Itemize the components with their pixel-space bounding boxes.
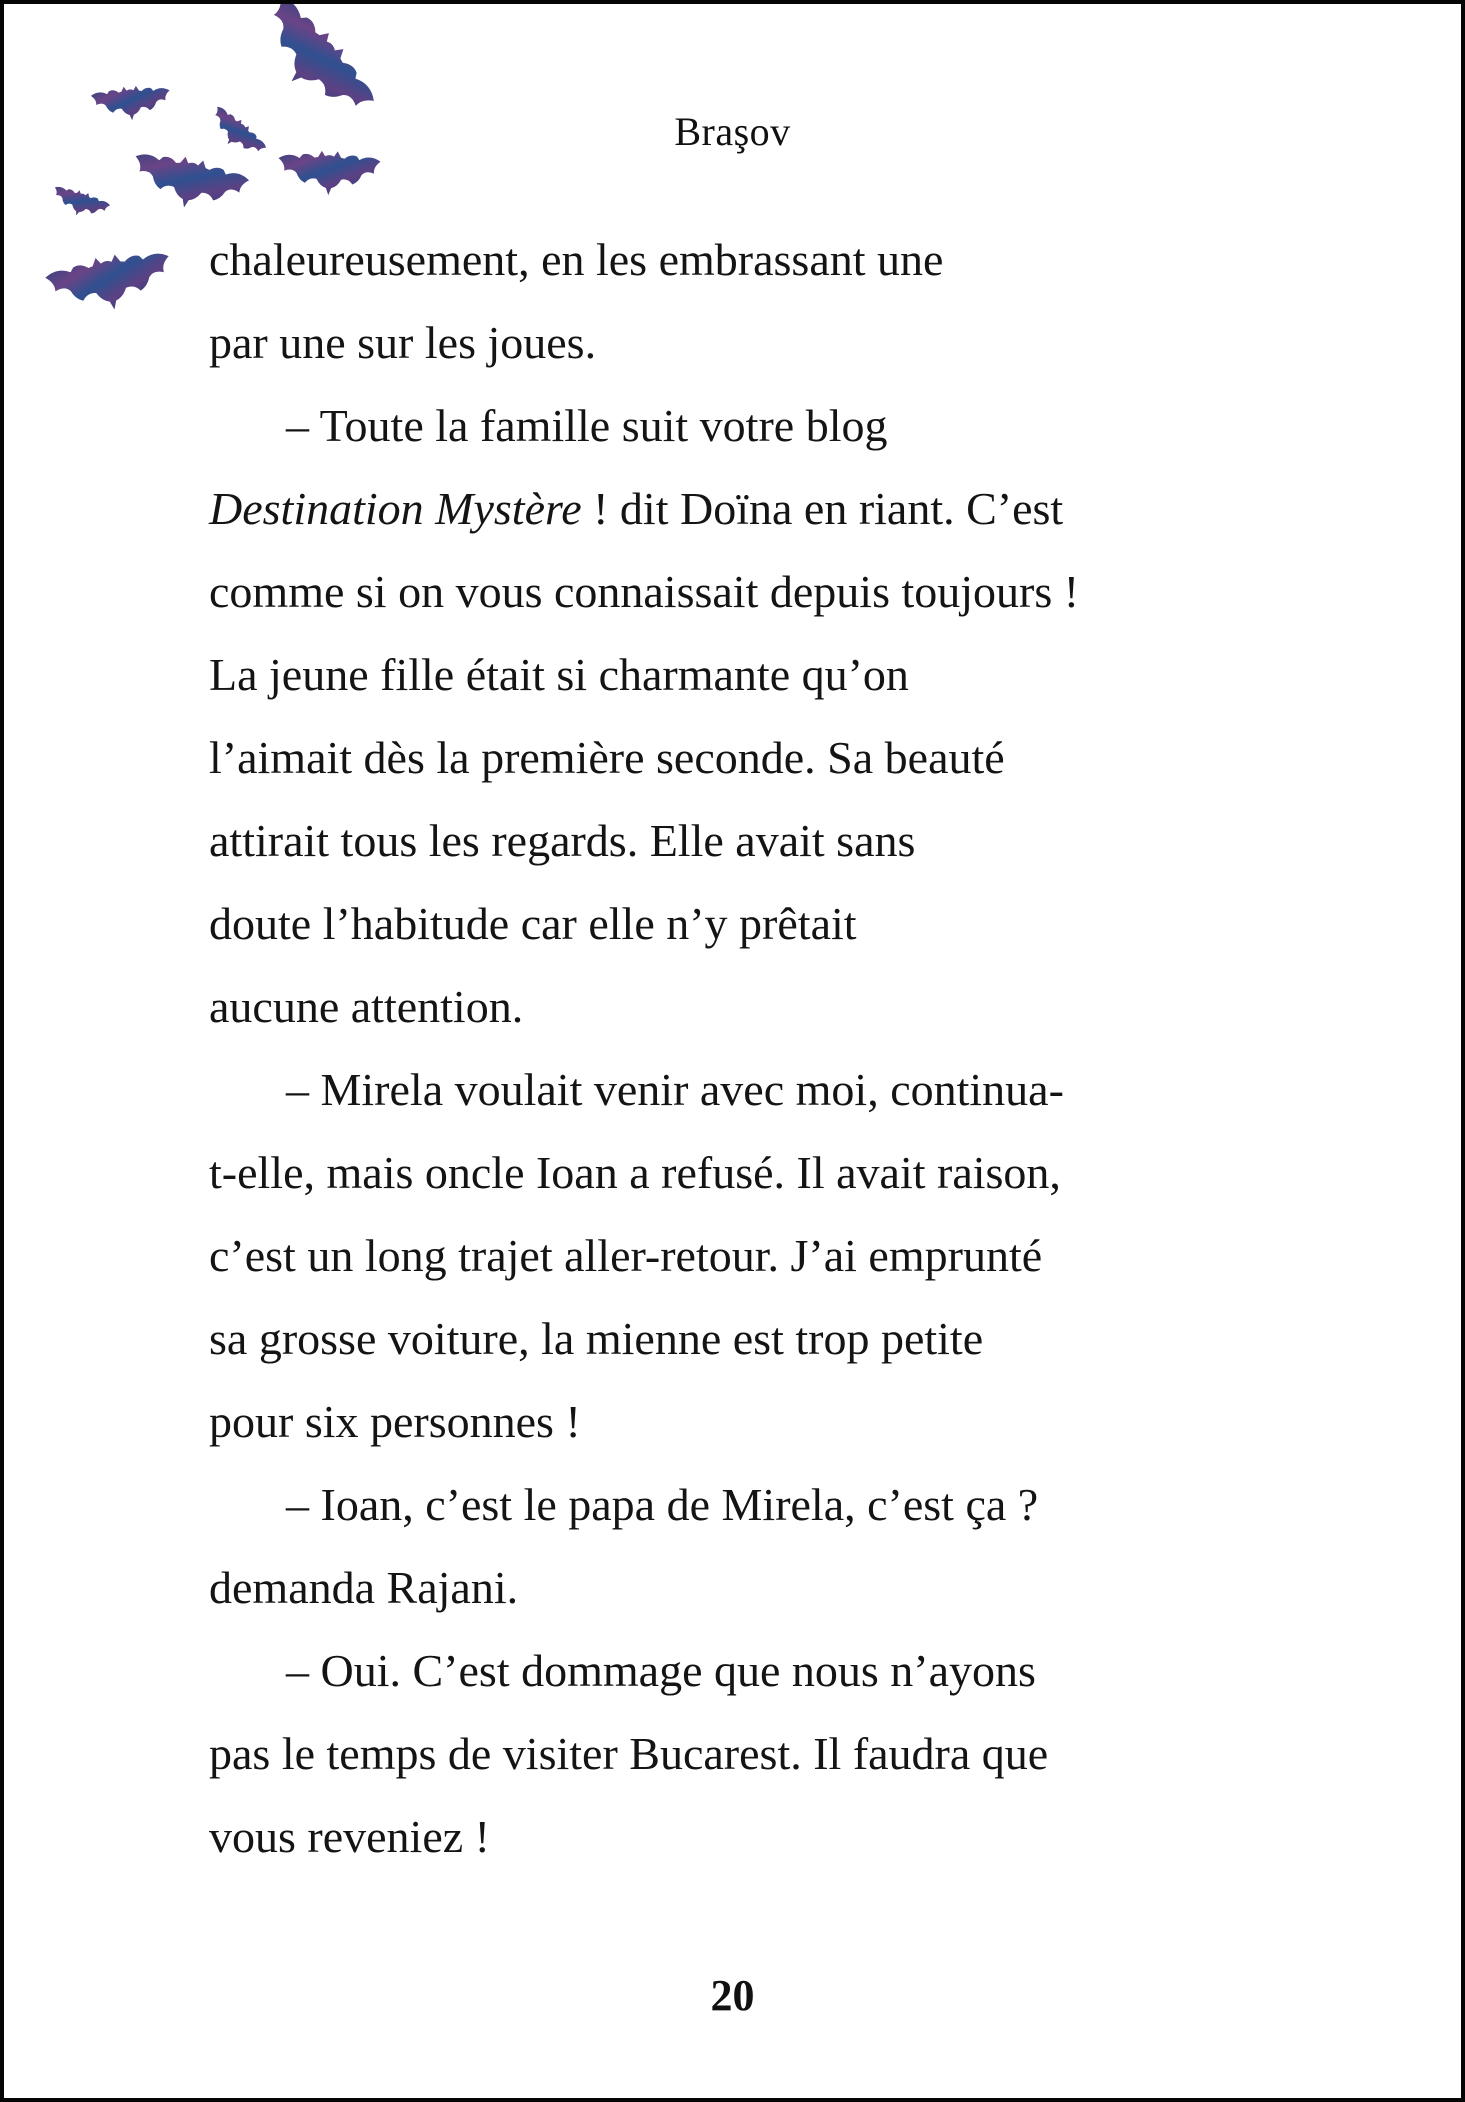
text-line: c’est un long trajet aller-retour. J’ai emprunté: [209, 1230, 1043, 1281]
text-line: comme si on vous connaissait depuis toujours !: [209, 566, 1080, 617]
text-line: pas le temps de visiter Bucarest. Il faudra que: [209, 1728, 1049, 1779]
text-line: doute l’habitude car elle n’y prêtait: [209, 898, 857, 949]
text-line: par une sur les joues.: [209, 317, 597, 368]
blog-title-italic: Destination Mystère: [209, 483, 582, 534]
text-line: sa grosse voiture, la mienne est trop petite: [209, 1313, 984, 1364]
bat-icon: [127, 147, 251, 220]
text-line: La jeune fille était si charmante qu’on: [209, 649, 909, 700]
text-line: vous reveniez !: [209, 1811, 490, 1862]
text-line: – Oui. C’est dommage que nous n’ayons: [286, 1645, 1036, 1696]
text-line: attirait tous les regards. Elle avait sans: [209, 815, 916, 866]
text-line: l’aimait dès la première seconde. Sa beauté: [209, 732, 1005, 783]
text-line: chaleureusement, en les embrassant une: [209, 234, 944, 285]
text-line: t-elle, mais oncle Ioan a refusé. Il avait raison,: [209, 1147, 1061, 1198]
chapter-header: Braşov: [674, 109, 791, 154]
text-line: pour six personnes !: [209, 1396, 581, 1447]
body-text: [209, 218, 1284, 1878]
bat-icon: [49, 183, 112, 225]
bat-icon: [277, 149, 381, 197]
page-number: 20: [710, 1971, 755, 2020]
text-line: aucune attention.: [209, 981, 524, 1032]
text-line-rest: ! dit Doïna en riant. C’est: [581, 483, 1064, 534]
text-line: – Ioan, c’est le papa de Mirela, c’est ça ?: [286, 1479, 1039, 1530]
bat-icon: [43, 245, 176, 320]
text-line: [209, 467, 1284, 550]
text-line: – Toute la famille suit votre blog: [286, 400, 888, 451]
text-line: demanda Rajani.: [209, 1562, 519, 1613]
text-line: – Mirela voulait venir avec moi, continua-: [286, 1064, 1064, 1115]
